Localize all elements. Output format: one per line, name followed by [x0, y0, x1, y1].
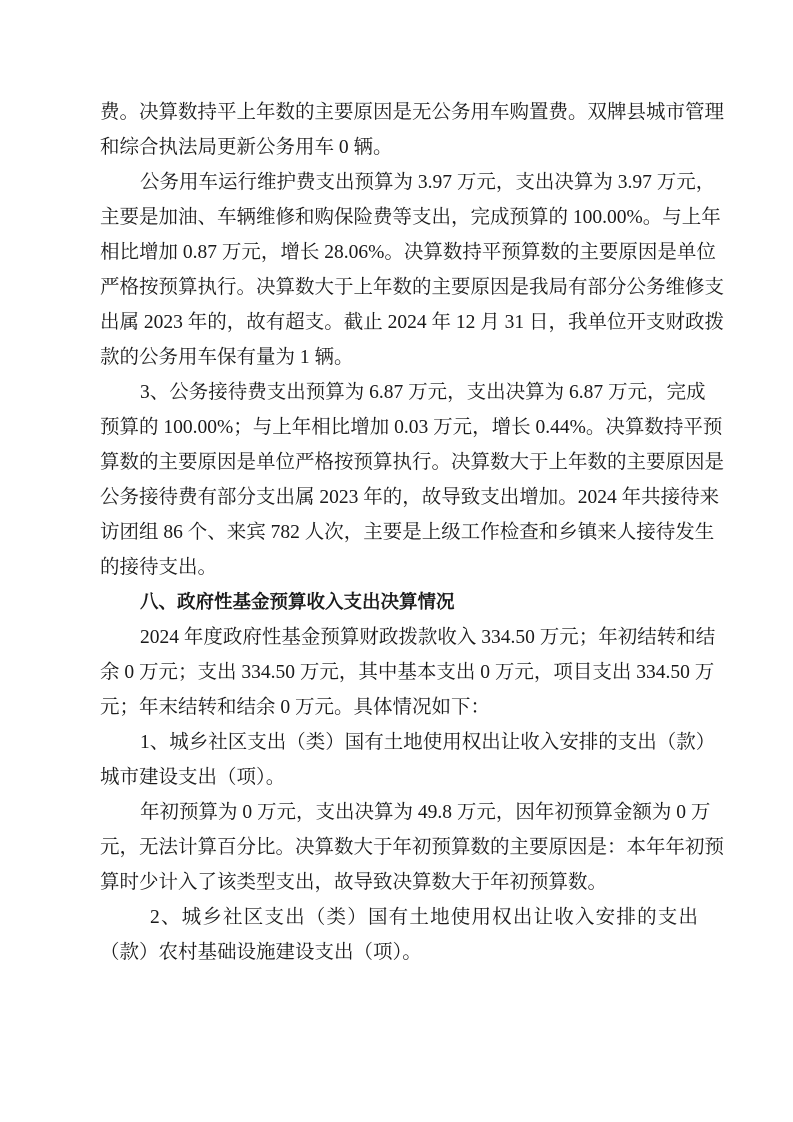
text-line: 主要是加油、车辆维修和购保险费等支出，完成预算的 100.00%。与上年 [100, 207, 721, 228]
text-line: 算数的主要原因是单位严格按预算执行。决算数大于上年数的主要原因是 [100, 452, 725, 473]
text-line: 3、公务接待费支出预算为 6.87 万元，支出决算为 6.87 万元，完成 [140, 382, 706, 403]
text-line: 款的公务用车保有量为 1 辆。 [100, 347, 354, 368]
text-line: （款）农村基础设施建设支出（项）。 [100, 942, 422, 963]
text-line: 余 0 万元；支出 334.50 万元，其中基本支出 0 万元，项目支出 334.50 万 [100, 662, 715, 683]
text-line: 城市建设支出（项）。 [100, 767, 286, 788]
text-line: 严格按预算执行。决算数大于上年数的主要原因是我局有部分公务维修支 [100, 277, 725, 298]
text-line: 年初预算为 0 万元，支出决算为 49.8 万元，因年初预算金额为 0 万 [140, 802, 711, 823]
text-line: 公务用车运行维护费支出预算为 3.97 万元，支出决算为 3.97 万元， [140, 172, 716, 193]
text-line: 公务接待费有部分支出属 2023 年的，故导致支出增加。2024 年共接待来 [100, 487, 720, 508]
text-line: 访团组 86 个、来宾 782 人次，主要是上级工作检查和乡镇来人接待发生 [100, 522, 715, 543]
text-line: 2024 年度政府性基金预算财政拨款收入 334.50 万元；年初结转和结 [140, 627, 716, 648]
text-line: 预算的 100.00%；与上年相比增加 0.03 万元，增长 0.44%。决算数持平预 [100, 417, 723, 438]
text-line: 的接待支出。 [100, 557, 218, 578]
section-heading: 八、政府性基金预算收入支出决算情况 [140, 592, 455, 613]
text-line: 元；年末结转和结余 0 万元。具体情况如下： [100, 697, 491, 718]
text-line: 出属 2023 年的，故有超支。截止 2024 年 12 月 31 日，我单位开支财政拨 [100, 312, 725, 333]
text-line: 算时少计入了该类型支出，故导致决算数大于年初预算数。 [100, 872, 608, 893]
text-line: 相比增加 0.87 万元，增长 28.06%。决算数持平预算数的主要原因是单位 [100, 242, 716, 263]
document-body [100, 95, 725, 970]
text-line: 和综合执法局更新公务用车 0 辆。 [100, 137, 393, 158]
text-line: 费。决算数持平上年数的主要原因是无公务用车购置费。双牌县城市管理 [100, 102, 725, 123]
text-line: 1、城乡社区支出（类）国有土地使用权出让收入安排的支出（款） [140, 732, 716, 753]
text-line: 2、城乡社区支出（类）国有土地使用权出让收入安排的支出 [150, 907, 698, 928]
text-line: 元，无法计算百分比。决算数大于年初预算数的主要原因是：本年年初预 [100, 837, 725, 858]
